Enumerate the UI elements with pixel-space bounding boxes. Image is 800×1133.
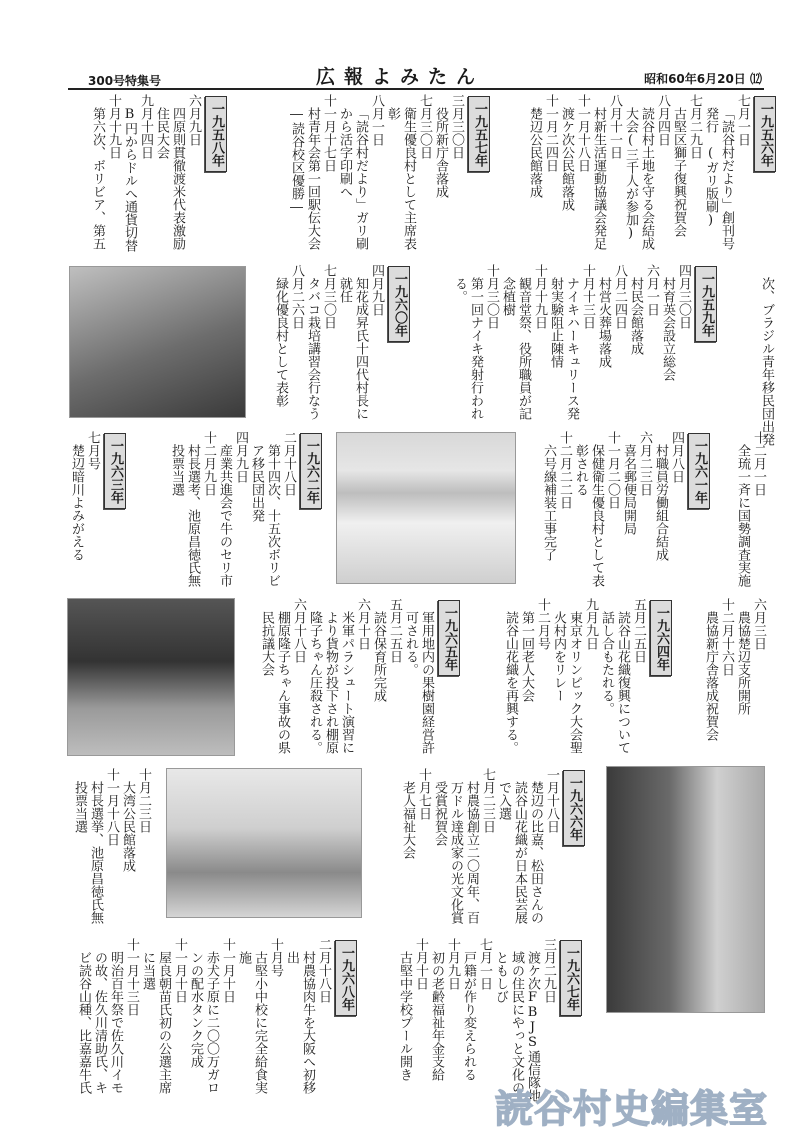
event-text: 投票当選 <box>72 781 87 833</box>
event-text: 古堅区獅子復興祝賀会 <box>671 107 686 237</box>
event-text: 明治百年祭で佐久川イモ <box>108 951 123 1094</box>
event-text: 読谷山花織復興について <box>615 611 630 754</box>
year-heading: 一九六〇年 <box>388 266 410 342</box>
event-date: 十二月一日 <box>751 431 766 496</box>
event-text: 就任 <box>337 277 352 303</box>
event-date: 十月七日 <box>416 768 431 820</box>
event-text: 投票当選 <box>169 444 184 496</box>
event-date: 三月三〇日 <box>449 94 464 159</box>
event-date: 九月十四日 <box>138 94 153 159</box>
year-heading: 一九六六年 <box>563 770 585 846</box>
timeline-1966-continued <box>71 768 151 933</box>
event-text: 六号線補装工事完了 <box>541 444 556 561</box>
event-date: 七月号 <box>85 431 100 470</box>
event-date: 十一月二〇日 <box>605 431 620 509</box>
event-text: 受賞祝賀会 <box>432 781 447 846</box>
event-date: 六月十日 <box>355 598 370 650</box>
event-date: 四月三〇日 <box>676 264 691 329</box>
timeline-1957 <box>288 94 490 259</box>
event-date: 五月二五日 <box>387 598 402 663</box>
event-text: 域の住民にやっと文化の <box>509 951 524 1094</box>
event-date: 十一月二四日 <box>543 94 558 172</box>
event-text: 施 <box>236 951 251 964</box>
event-date: 十月十九日 <box>106 94 121 159</box>
event-text: 念植樹 <box>500 277 515 316</box>
event-text: 緑化優良村として表彰 <box>273 277 288 407</box>
event-text: ―読谷校区優勝― <box>289 107 304 215</box>
event-text: 村長選考、池原昌徳氏無 <box>185 444 200 587</box>
event-text: 村長選挙、池原昌徳氏無 <box>88 781 103 924</box>
ceremony-photo <box>166 768 362 918</box>
event-text: 民抗議大会 <box>259 611 274 676</box>
masthead-title: 広報よみたん <box>315 66 484 88</box>
event-text: 全琉一斉に国勢調査実施 <box>735 444 750 587</box>
event-date: 四月八日 <box>669 431 684 483</box>
timeline-1968 <box>75 938 357 1103</box>
event-date: 十月十日 <box>413 938 428 990</box>
timeline-1956 <box>526 94 776 259</box>
event-text: ビ読谷山種、比嘉嘉牛氏 <box>76 951 91 1094</box>
event-text: 彰される <box>573 444 588 496</box>
event-text: 衛生優良村として主席表 <box>401 107 416 250</box>
year-heading: 一九六五年 <box>438 600 460 676</box>
event-text: 東京オリンピック大会聖 <box>567 611 582 754</box>
timeline-1965 <box>258 598 460 763</box>
event-text: 出 <box>284 951 299 964</box>
event-text: 第一回老人大会 <box>519 611 534 702</box>
event-text: 読谷山花織を再興する。 <box>503 611 518 754</box>
timeline-1960 <box>272 264 410 429</box>
event-date: 十月号 <box>268 938 283 977</box>
event-date: 七月二三日 <box>480 768 495 833</box>
event-date: 五月二五日 <box>631 598 646 663</box>
event-text: 古堅小中校に完全給食実 <box>252 951 267 1094</box>
event-date: 十月九日 <box>445 938 460 990</box>
event-text: B円からドルへ通貨切替 <box>122 107 137 252</box>
header-rule <box>68 88 764 90</box>
event-text: 渡ケ次FBJS通信隊地 <box>525 951 540 1102</box>
event-text: 村営火葬場落成 <box>596 277 611 368</box>
timeline-1958-continued <box>758 264 774 446</box>
event-text: 読谷村土地を守る会結成 <box>639 107 654 250</box>
event-date: 十月十三日 <box>580 264 595 329</box>
event-text: 役所新庁舎落成 <box>433 107 448 198</box>
event-text: 「読谷村だより」ガリ刷 <box>353 107 368 250</box>
event-text: 村育英会設立総会 <box>660 277 675 381</box>
event-date: 二月十八日 <box>281 431 296 496</box>
event-date: 四月九日 <box>369 264 384 316</box>
event-text: 戸籍が作り変えられる <box>461 951 476 1081</box>
event-text: 古堅中学校プール開き <box>397 951 412 1081</box>
year-heading: 一九六一年 <box>688 433 710 509</box>
event-text: ンの配水タンク完成 <box>188 951 203 1068</box>
event-text: の故、佐久川清助氏、キ <box>92 951 107 1094</box>
timeline-1961 <box>540 431 710 596</box>
event-text: 楚辺暗川よみがえる <box>69 444 84 561</box>
event-text: 第六次、ボリビア、第五 <box>90 107 105 250</box>
event-date: 七月三〇日 <box>321 264 336 329</box>
timeline-1962 <box>168 431 322 596</box>
event-date: 十月三〇日 <box>484 264 499 329</box>
event-text: ア移民団出発 <box>249 444 264 522</box>
timeline-1958 <box>89 94 227 259</box>
event-date: 八月一日 <box>369 94 384 146</box>
event-text: ともしび <box>493 951 508 1003</box>
event-text: 初の老齢福祉年金支給 <box>429 951 444 1081</box>
event-date: 十一月十日 <box>172 938 187 1003</box>
event-text: 農協新庁舎落成祝賀会 <box>703 611 718 741</box>
event-date: 四月九日 <box>233 431 248 483</box>
event-text: 産業共進会で牛のセリ市 <box>217 444 232 587</box>
year-heading: 一九五八年 <box>205 96 227 172</box>
event-date: 七月一日 <box>477 938 492 990</box>
event-text: 知花成昇氏十四代村長に <box>353 277 368 420</box>
event-text: 観音堂祭、役所職員が記 <box>516 277 531 420</box>
event-text: 楚辺の比嘉、松田さんの <box>528 781 543 924</box>
year-heading: 一九五六年 <box>754 96 776 172</box>
event-date: 十一月十七日 <box>321 94 336 172</box>
event-text: る。 <box>452 277 467 303</box>
event-text: 米軍パラシュート演習に <box>339 611 354 754</box>
timeline-1959 <box>451 264 717 429</box>
year-heading: 一九六三年 <box>104 433 126 509</box>
event-date: 十月二三日 <box>136 768 151 833</box>
event-text: 第一回ナイキ発射行われ <box>468 277 483 420</box>
event-text: 村新生活運動協議会発足 <box>591 107 606 250</box>
year-heading: 一九六八年 <box>335 940 357 1016</box>
event-date: 六月九日 <box>186 94 201 146</box>
event-text: 村民会館落成 <box>628 277 643 355</box>
event-text: 屋良朝苗氏初の公選主席 <box>156 951 171 1094</box>
event-text: 渡ケ次公民館落成 <box>559 107 574 211</box>
event-date: 七月二九日 <box>687 94 702 159</box>
event-text: 村農協肉牛を大阪へ初移 <box>300 951 315 1094</box>
event-text: 軍用地内の果樹園経営許 <box>419 611 434 754</box>
event-text: に当選 <box>140 951 155 990</box>
timeline-1960-continued <box>734 431 766 596</box>
event-text: から活字印刷へ <box>337 107 352 198</box>
event-text: より貨物が投下され棚原 <box>323 611 338 754</box>
year-heading: 一九五九年 <box>695 266 717 342</box>
event-date: 六月一日 <box>644 264 659 316</box>
timeline-1966 <box>399 768 585 933</box>
event-date: 八月四日 <box>655 94 670 146</box>
event-text: 喜名郵便局開局 <box>621 444 636 535</box>
event-date: 六月二三日 <box>637 431 652 496</box>
event-text: タバコ栽培講習会行なう <box>305 277 320 420</box>
event-date: 八月二六日 <box>289 264 304 329</box>
event-date: 一月十八日 <box>544 768 559 833</box>
event-text: 村青年会第一回駅伝大会 <box>305 107 320 250</box>
year-heading: 一九六二年 <box>300 433 322 509</box>
event-date: 十一月十三日 <box>124 938 139 1016</box>
event-text: 大湾公民館落成 <box>120 781 135 872</box>
issue-label: 300号特集号 <box>88 74 162 88</box>
event-text: 次、ブラジル青年移民団出発 <box>759 277 774 446</box>
field-workers-photo <box>67 598 235 756</box>
event-text: 火村内をリレー <box>551 611 566 702</box>
weaver-photo <box>606 766 765 1013</box>
event-date: 十一月十八日 <box>104 768 119 846</box>
event-text: 読谷山花織が日本民芸展 <box>512 781 527 924</box>
event-date: 九月九日 <box>583 598 598 650</box>
event-text: 住民大会 <box>154 107 169 159</box>
event-date: 八月十一日 <box>607 94 622 159</box>
road-paving-photo <box>336 432 516 584</box>
event-date: 十二月号 <box>535 598 550 650</box>
event-text: 第十四次、十五次ボリビ <box>265 444 280 587</box>
event-date: 二月十八日 <box>316 938 331 1003</box>
year-heading: 一九六七年 <box>560 940 582 1016</box>
archive-watermark: 読谷村史編集室 <box>495 1087 769 1131</box>
event-text: 農協楚辺支所開所 <box>735 611 750 715</box>
year-heading: 一九六四年 <box>650 600 672 676</box>
event-date: 三月二九日 <box>541 938 556 1003</box>
event-text: 可される。 <box>403 611 418 676</box>
issue-date: 昭和60年6月20日 ⑿ <box>644 72 762 86</box>
event-text: 村農協創立二〇周年、百 <box>464 781 479 924</box>
event-date: 十月十九日 <box>532 264 547 329</box>
event-text: 射実験阻止陳情 <box>548 277 563 368</box>
event-date: 十二月九日 <box>201 431 216 496</box>
event-text: 四原則貫徹渡米代表激励 <box>170 107 185 250</box>
event-text: 赤犬子原に二〇〇万ガロ <box>204 951 219 1094</box>
event-text: 万ドル達成家の光文化賞 <box>448 781 463 924</box>
event-date: 八月二四日 <box>612 264 627 329</box>
event-date: 六月十八日 <box>291 598 306 663</box>
event-text: 「読谷村だより」創刊号 <box>719 107 734 250</box>
event-date: 六月三日 <box>751 598 766 650</box>
event-text: 発行 (ガリ版刷) <box>703 107 718 228</box>
timeline-1964 <box>502 598 672 763</box>
event-text: 楚辺公民館落成 <box>527 107 542 198</box>
event-text: 話し合もたれる。 <box>599 611 614 715</box>
event-text: 大会(三千人が参加) <box>623 107 638 241</box>
event-text: 老人福祉大会 <box>400 781 415 859</box>
event-date: 十一月十日 <box>220 938 235 1003</box>
handshake-photo <box>69 266 246 418</box>
timeline-1963 <box>68 431 126 596</box>
event-text: 棚原隆子ちゃん事故の県 <box>275 611 290 754</box>
event-date: 七月一日 <box>735 94 750 146</box>
year-heading: 一九五七年 <box>468 96 490 172</box>
event-date: 十二月二二日 <box>557 431 572 509</box>
event-date: 七月三〇日 <box>417 94 432 159</box>
event-text: 隆子ちゃん圧殺される。 <box>307 611 322 754</box>
event-text: 村職員労働組合結成 <box>653 444 668 561</box>
event-text: で入選 <box>496 781 511 820</box>
event-date: 十二月十六日 <box>719 598 734 676</box>
event-text: 読谷保育所完成 <box>371 611 386 702</box>
event-text: 保健衛生優良村として表 <box>589 444 604 587</box>
event-date: 十一月十八日 <box>575 94 590 172</box>
event-text: ナイキハーキュリース発 <box>564 277 579 420</box>
event-text: 彰 <box>385 107 400 120</box>
timeline-1963-continued <box>702 598 766 763</box>
